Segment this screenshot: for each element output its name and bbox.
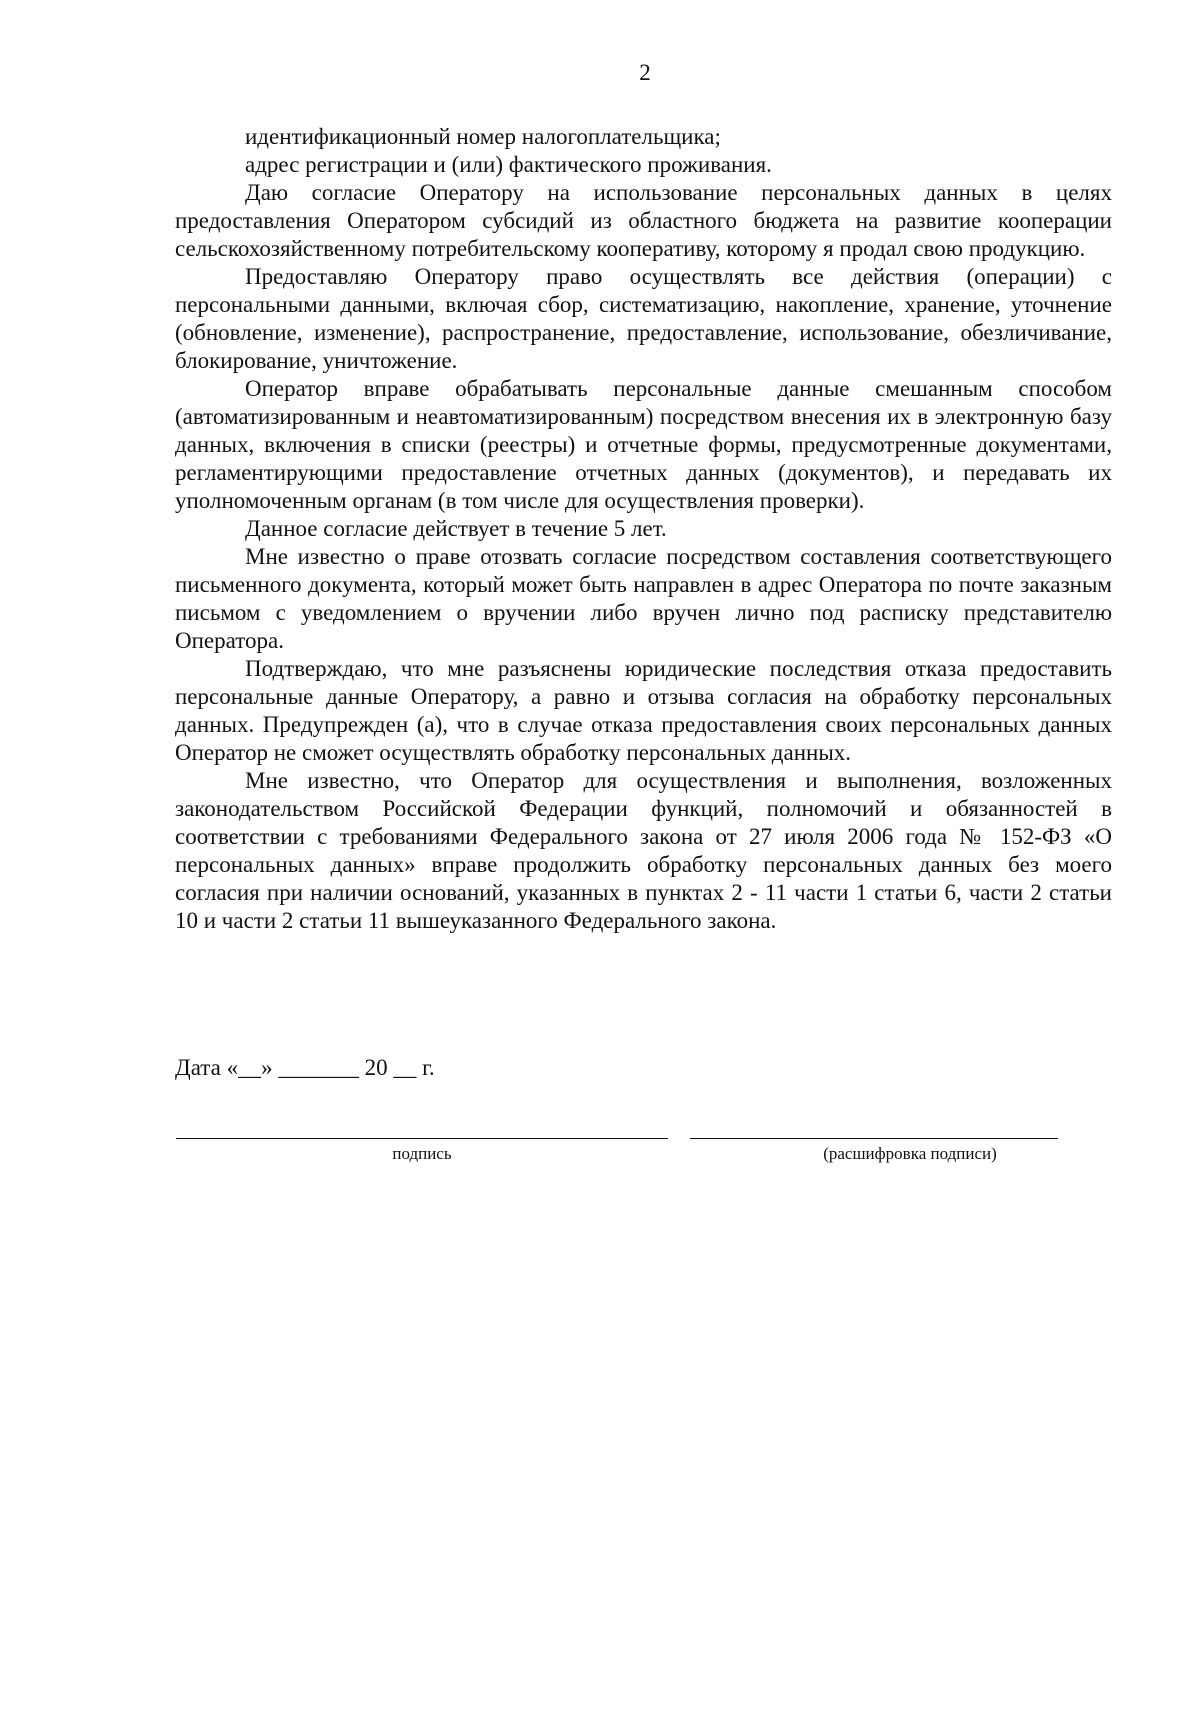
paragraph-consent-duration: Данное согласие действует в течение 5 лет. xyxy=(245,516,667,541)
signature-decoding-caption: (расшифровка подписи) xyxy=(823,1144,997,1163)
paragraph-withdrawal: Мне известно о праве отозвать согласие посредством составления соответствующего письменного документа, который может быть направлен в адрес Оператора по почте заказным письмом с уведомлением о вручении либо вручен лично под расписку представителю Оператора. xyxy=(175,544,1112,653)
date-line: Дата «__» _______ 20 __ г. xyxy=(175,1055,435,1080)
signature-line xyxy=(176,1138,668,1139)
paragraph-address: адрес регистрации и (или) фактического проживания. xyxy=(245,152,772,177)
paragraph-legal-basis: Мне известно, что Оператор для осуществления и выполнения, возложенных законодательством Российской Федерации функций, полномочий и обязанностей в соответствии с требованиями Федерального закона от 27 июля 2006 года № 152-ФЗ «О персональных данных» вправе продолжить обработку персональных данных без моего согласия при наличии оснований, указанных в пунктах 2 - 11 части 1 статьи 6, части 2 статьи 10 и части 2 статьи 11 вышеуказанного Федерального закона. xyxy=(175,768,1112,933)
page-number: 2 xyxy=(639,60,651,85)
document-body xyxy=(175,123,1112,935)
paragraph-inn: идентификационный номер налогоплательщика; xyxy=(245,124,721,149)
paragraph-operator-rights: Предоставляю Оператору право осуществлять все действия (операции) с персональными данными, включая сбор, систематизацию, накопление, хранение, уточнение (обновление, изменение), распространение, предоставление, использование, обезличивание, блокирование, уничтожение. xyxy=(175,264,1112,373)
paragraph-processing-method: Оператор вправе обрабатывать персональные данные смешанным способом (автоматизированным и неавтоматизированным) посредством внесения их в электронную базу данных, включения в списки (реестры) и отчетные формы, предусмотренные документами, регламентирующими предоставление отчетных данных (документов), и передавать их уполномоченным органам (в том числе для осуществления проверки). xyxy=(175,376,1112,513)
paragraph-consequences: Подтверждаю, что мне разъяснены юридические последствия отказа предоставить персональные данные Оператору, а равно и отзыва согласия на обработку персональных данных. Предупрежден (а), что в случае отказа предоставления своих персональных данных Оператор не сможет осуществлять обработку персональных данных. xyxy=(175,656,1112,765)
signature-decoding-line xyxy=(690,1138,1058,1139)
signature-caption: подпись xyxy=(392,1144,452,1163)
paragraph-consent-purpose: Даю согласие Оператору на использование персональных данных в целях предоставления Оператором субсидий из областного бюджета на развитие кооперации сельскохозяйственному потребительскому кооперативу, которому я продал свою продукцию. xyxy=(175,180,1112,261)
